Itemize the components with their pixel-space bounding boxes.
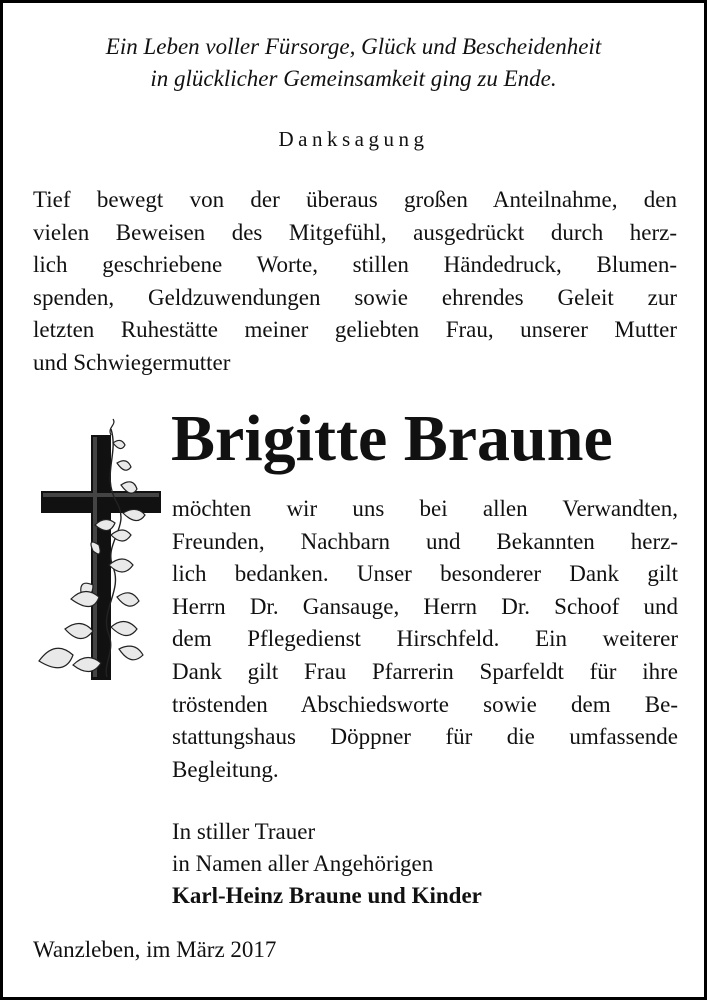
thanks-line: Dank gilt Frau Pfarrerin Sparfeldt für ihre	[172, 658, 678, 684]
closing-line-1: In stiller Trauer	[172, 819, 316, 844]
obituary-notice	[3, 3, 704, 997]
closing-block	[172, 816, 482, 912]
thanks-line: stattungshaus Döppner für die umfassende	[172, 724, 678, 750]
thanks-line: möchten wir uns bei allen Verwandten,	[172, 496, 678, 521]
intro-line: letzten Ruhestätte meiner geliebten Frau, unserer Mutter	[33, 317, 677, 342]
thanks-line: lich bedanken. Unser besonderer Dank gilt	[172, 561, 678, 587]
thanks-line: Freunden, Nachbarn und Bekannten herz-	[172, 528, 678, 554]
intro-line: spenden, Geldzuwendungen sowie ehrendes Geleit zur	[33, 284, 677, 310]
signer-name: Karl-Heinz Braune und Kinder	[172, 883, 482, 908]
intro-line: Tief bewegt von der überaus großen Anteilnahme, den	[33, 187, 677, 212]
intro-line: lich geschriebene Worte, stillen Händedruck, Blumen-	[33, 252, 677, 277]
intro-line: vielen Beweisen des Mitgefühl, ausgedrückt durch herz-	[33, 219, 677, 245]
cross-with-ivy-icon	[37, 415, 167, 687]
heading-danksagung: Danksagung	[278, 127, 429, 151]
thanks-line: dem Pflegedienst Hirschfeld. Ein weiterer	[172, 626, 678, 652]
thanks-paragraph	[172, 493, 678, 786]
intro-paragraph	[33, 184, 677, 379]
motto-line-1: Ein Leben voller Fürsorge, Glück und Bescheidenheit	[105, 34, 602, 59]
intro-line: und Schwiegermutter	[33, 349, 231, 375]
motto-line-2: in glücklicher Gemeinsamkeit ging zu Ende.	[150, 66, 557, 91]
thanks-line: Begleitung.	[172, 756, 279, 782]
closing-line-2: in Namen aller Angehörigen	[172, 851, 434, 876]
motto	[3, 31, 704, 95]
deceased-name: Brigitte Braune	[171, 402, 613, 475]
thanks-line: Herrn Dr. Gansauge, Herrn Dr. Schoof und	[172, 593, 678, 619]
place-and-date: Wanzleben, im März 2017	[33, 937, 277, 962]
thanks-line: tröstenden Abschiedsworte sowie dem Be-	[172, 691, 678, 717]
